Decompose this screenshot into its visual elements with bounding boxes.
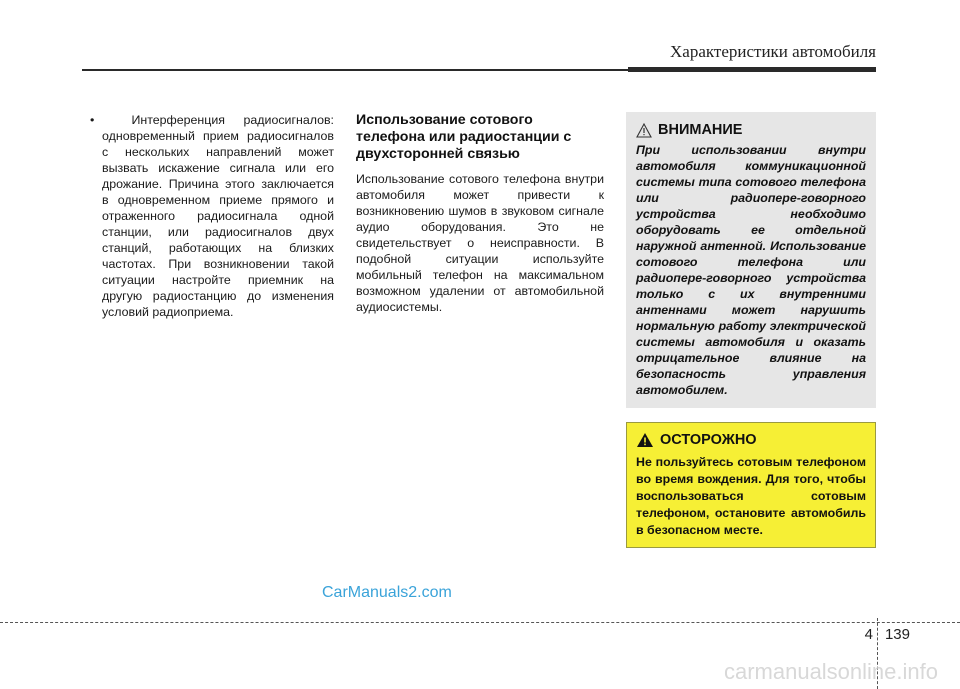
notice-header [636, 122, 866, 138]
column-middle [356, 112, 604, 315]
section-body: Использование сотового телефона внутри автомобиля может привести к возникновению шумов в звуковом сигнале аудио оборудования. Это не свидетельствует о неисправности. В подобной ситуации используйте мобильный телефон на максимальном возможном удалении от автомобильной аудиосистемы. [356, 172, 604, 314]
page-number-value: 139 [884, 626, 910, 643]
section-heading: Использование сотового телефона или радиостанции с двухсторонней связью [356, 112, 572, 162]
header-rule-accent [628, 67, 876, 72]
warning-outline-icon [636, 123, 652, 138]
bullet-marker: • [90, 113, 95, 127]
notice-title: ВНИМАНИЕ [658, 122, 743, 138]
caution-title: ОСТОРОЖНО [660, 432, 757, 448]
notice-box [626, 112, 876, 408]
warning-filled-icon [636, 432, 654, 448]
footer-dashed-rule [0, 622, 960, 623]
watermark-carmanualsonline: carmanualsonline.info [723, 659, 938, 684]
watermark-carmanuals2: CarManuals2.com [322, 584, 452, 601]
notice-text: При использовании внутри автомобиля коммуникационной системы типа сотового телефона или радиопере-говорного устройства необходимо оборудовать ее отдельной наружной антенной. Использование сотового телефона или радиопере-говорного устройства только с их внутренними антеннами может нарушить нормальную работу электрической системы автомобиля и оказать отрицательное влияние на безопасность управления автомобилем. [636, 143, 866, 397]
chapter-number: 4 [864, 626, 873, 643]
column-left [90, 112, 334, 320]
caution-header [636, 432, 866, 448]
interference-text: Интерференция радиосигналов: одновременный прием радиосигналов с нескольких направлений может вызвать искажение сигнала или его дрожание. Причина этого заключается в одновременном приеме прямого и отраженного радиосигнала одной станции, или радиосигналов двух станций, работающих на близких частотах. При возникновении такой ситуации настройте приемник на другую радиостанцию до изменения условий радиоприема. [102, 113, 334, 319]
page-number [865, 626, 910, 643]
page-header-title: Характеристики автомобиля [670, 42, 876, 61]
caution-text: Не пользуйтесь сотовым телефоном во время вождения. Для того, чтобы воспользоваться сотовым телефоном, остановите автомобиль в безопасном месте. [636, 455, 866, 537]
bullet-paragraph [90, 112, 334, 320]
caution-box [626, 422, 876, 548]
